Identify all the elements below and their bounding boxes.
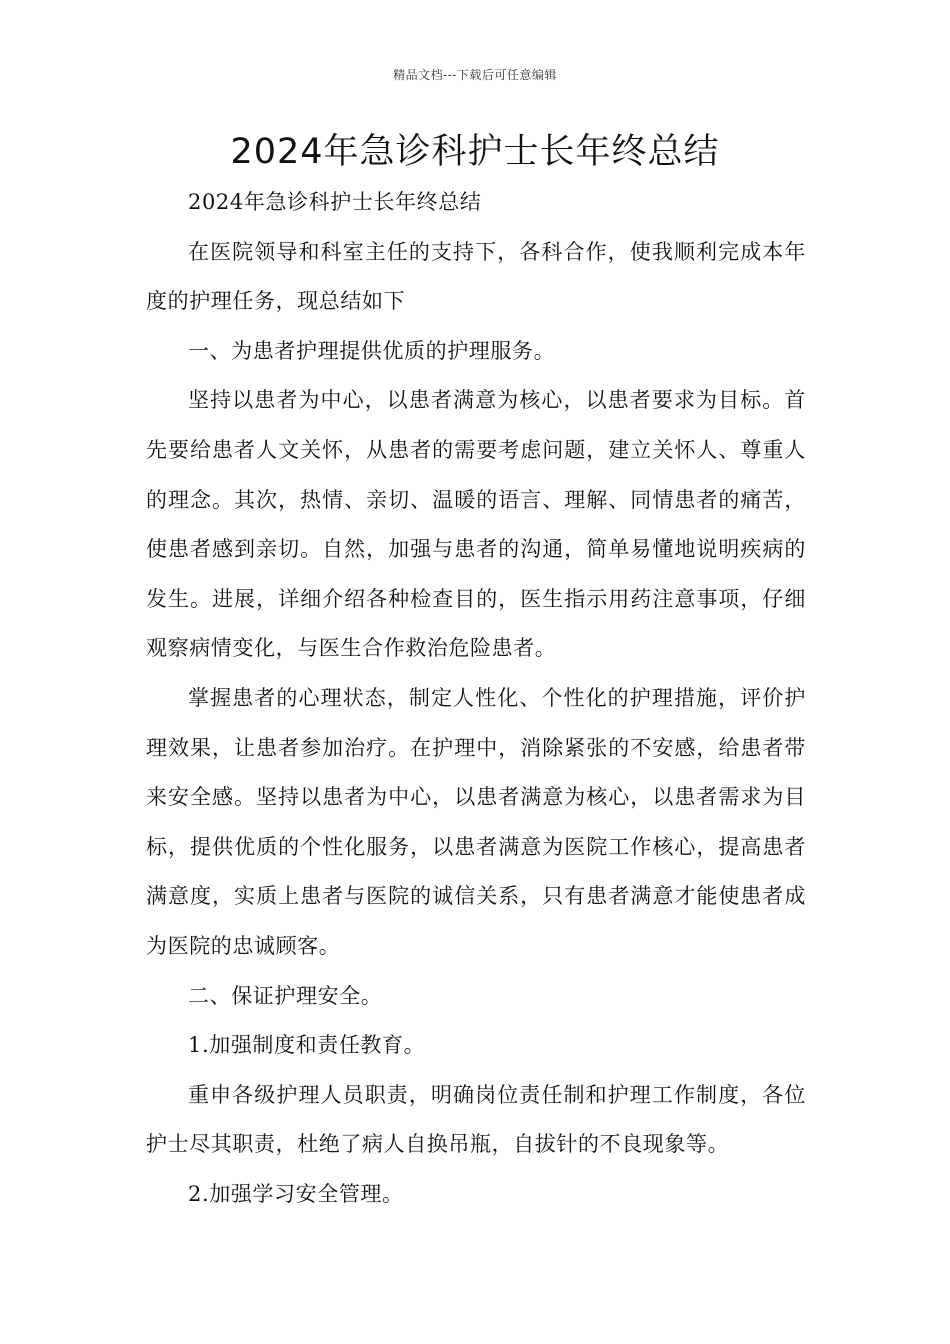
paragraph-intro: 在医院领导和科室主任的支持下，各科合作，使我顺利完成本年度的护理任务，现总结如下 (146, 239, 806, 314)
paragraph: 重申各级护理人员职责，明确岗位责任制和护理工作制度，各位护士尽其职责，杜绝了病人自换吊瓶，自拔针的不良现象等。 (146, 1082, 806, 1157)
document-body (146, 178, 806, 1219)
paragraph: 坚持以患者为中心，以患者满意为核心，以患者要求为目标。首先要给患者人文关怀，从患者的需要考虑问题，建立关怀人、尊重人的理念。其次，热情、亲切、温暖的语言、理解、同情患者的痛苦，使患者感到亲切。自然，加强与患者的沟通，简单易懂地说明疾病的发生。进展，详细介绍各种检查目的，医生指示用药注意事项，仔细观察病情变化，与医生合作救治危险患者。 (146, 388, 806, 661)
paragraph-subtitle: 2024年急诊科护士长年终总结 (188, 190, 482, 214)
section-heading-2: 二、保证护理安全。 (188, 983, 383, 1008)
document-title: 2024年急诊科护士长年终总结 (230, 132, 720, 172)
subsection-heading-1: 1.加强制度和责任教育。 (188, 1033, 426, 1058)
paragraph: 掌握患者的心理状态，制定人性化、个性化的护理措施，评价护理效果，让患者参加治疗。在护理中，消除紧张的不安感，给患者带来安全感。坚持以患者为中心，以患者满意为核心，以患者需求为目标，提供优质的个性化服务，以患者满意为医院工作核心，提高患者满意度，实质上患者与医院的诚信关系，只有患者满意才能使患者成为医院的忠诚顾客。 (146, 685, 806, 958)
header-note: 精品文档---下载后可任意编辑 (393, 68, 557, 82)
subsection-heading-2: 2.加强学习安全管理。 (188, 1181, 404, 1206)
section-heading-1: 一、为患者护理提供优质的护理服务。 (188, 338, 556, 363)
